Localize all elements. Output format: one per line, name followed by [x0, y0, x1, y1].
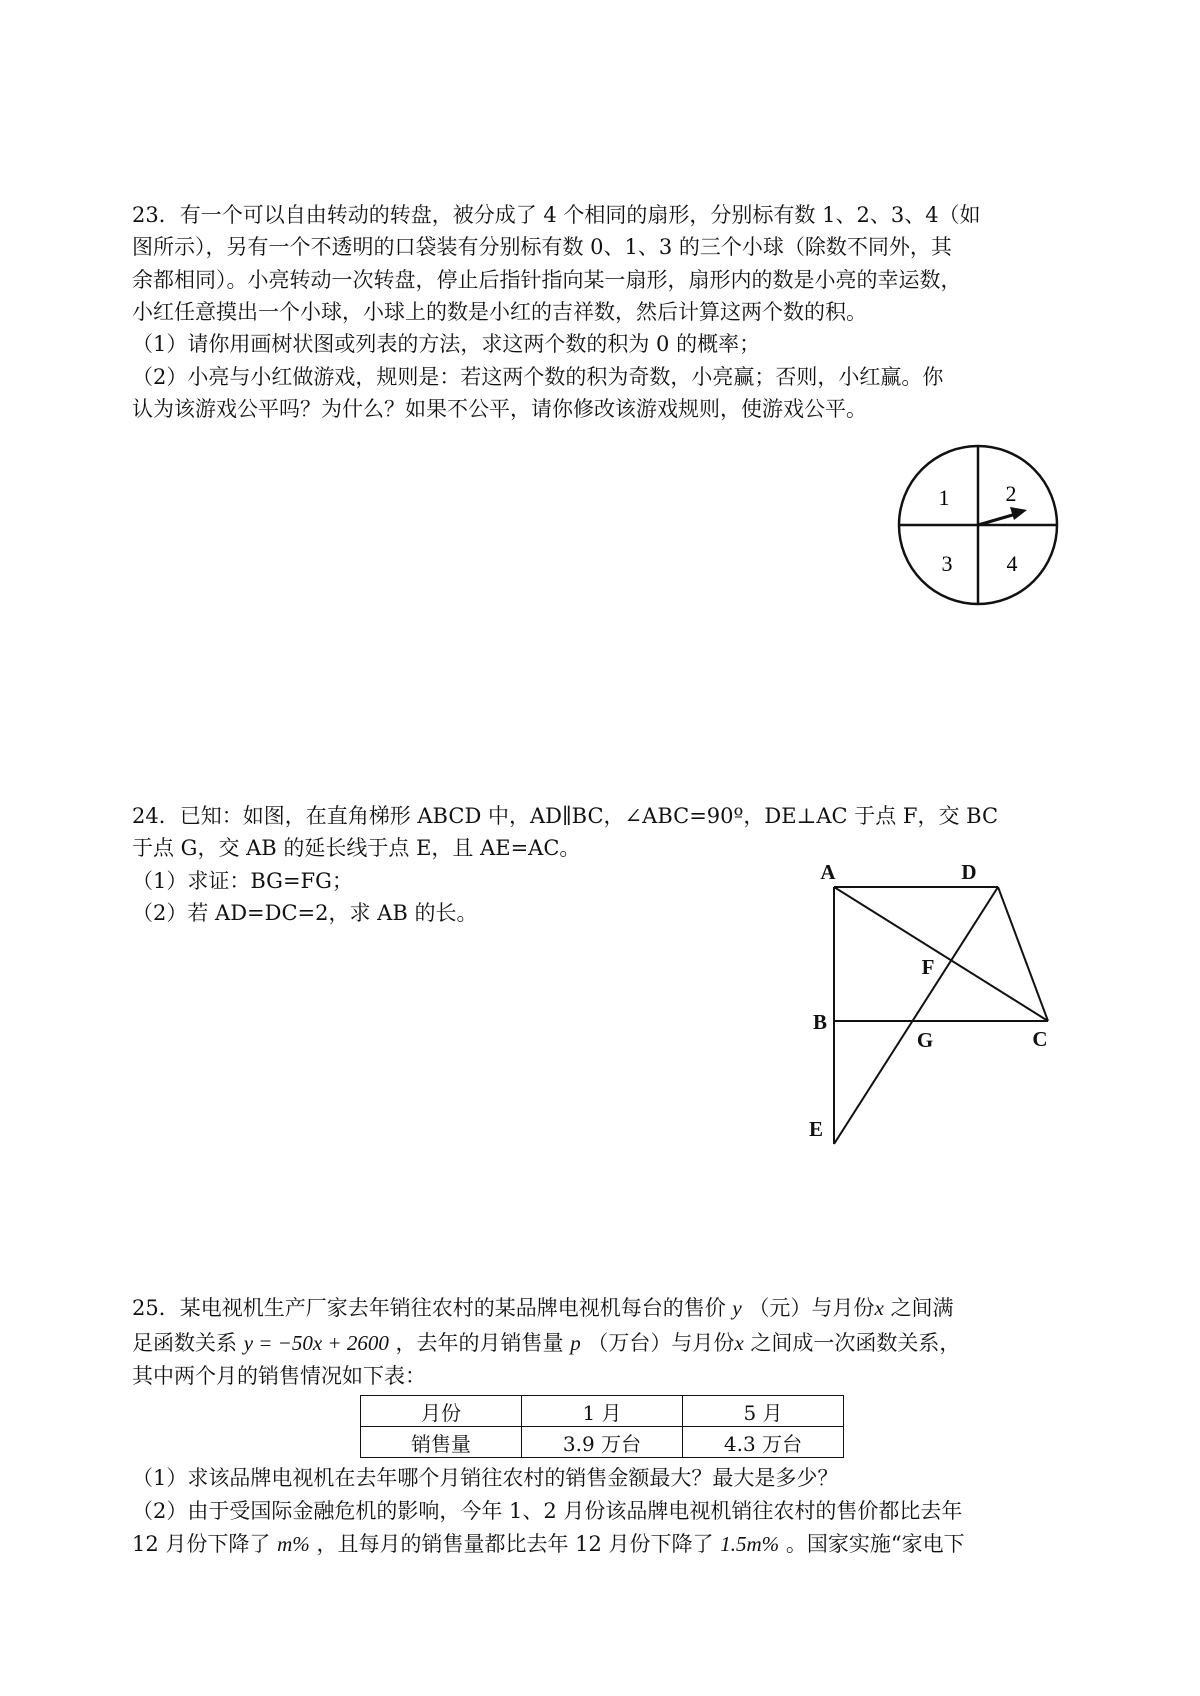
- q25-subq-2-line-2: 12 月份下降了 m% ，且每月的销售量都比去年 12 月份下降了 1.5m% 。国家实施“家电下: [132, 1532, 965, 1556]
- q25-line-2: 足函数关系 y = −50x + 2600 ，去年的月销售量 p （万台）与月份x 之间成一次函数关系，: [132, 1331, 961, 1355]
- point-label-b: B: [812, 1010, 828, 1034]
- table-cell: 3.9 万台: [522, 1427, 683, 1458]
- q23-line-7: 认为该游戏公平吗？为什么？如果不公平，请你修改该游戏规则，使游戏公平。: [132, 397, 867, 421]
- q23-line-3: 余都相同）。小亮转动一次转盘，停止后指针指向某一扇形，扇形内的数是小亮的幸运数，: [132, 268, 962, 292]
- q23-line-1: 23．有一个可以自由转动的转盘，被分成了 4 个相同的扇形，分别标有数 1、2、3、4（如: [132, 203, 981, 227]
- spinner-label-3: 3: [941, 551, 953, 576]
- var-m-percent: m%: [277, 1532, 310, 1556]
- q23-line-4: 小红任意摸出一个小球，小球上的数是小红的吉祥数，然后计算这两个数的积。: [132, 300, 867, 324]
- spinner-label-4: 4: [1006, 551, 1018, 576]
- table-row: [361, 1396, 844, 1427]
- table-cell: 4.3 万台: [683, 1427, 844, 1458]
- var-p: p: [570, 1331, 581, 1355]
- point-label-g: G: [916, 1028, 934, 1052]
- table-cell: 5 月: [683, 1396, 844, 1427]
- q24-line-3: （1）求证：BG=FG；: [132, 869, 353, 893]
- segment-dc: [998, 887, 1048, 1021]
- spinner-pointer-arrowhead: [1010, 507, 1027, 520]
- point-label-e: E: [808, 1117, 824, 1141]
- sales-table: [360, 1395, 844, 1458]
- segment-ac: [834, 887, 1048, 1021]
- q24-line-2: 于点 G，交 AB 的延长线于点 E，且 AE=AC。: [132, 836, 581, 860]
- q25-line-1: 25．某电视机生产厂家去年销往农村的某品牌电视机每台的售价 y （元）与月份x 之间满: [132, 1296, 954, 1320]
- var-x: x: [874, 1296, 884, 1320]
- var-y: y: [732, 1296, 742, 1320]
- spinner-label-2: 2: [1005, 481, 1017, 506]
- q24-line-1: 24．已知：如图，在直角梯形 ABCD 中，AD∥BC，∠ABC=90º，DE⊥AC 于点 F，交 BC: [132, 804, 999, 828]
- segment-de: [834, 887, 998, 1144]
- point-label-c: C: [1032, 1027, 1048, 1051]
- q23-line-5: （1）请你用画树状图或列表的方法，求这两个数的积为 0 的概率；: [132, 332, 761, 356]
- q25-subq-1: （1）求该品牌电视机在去年哪个月销往农村的销售金额最大？最大是多少？: [132, 1466, 839, 1490]
- q25-subq-2-line-1: （2）由于受国际金融危机的影响，今年 1、2 月份该品牌电视机销往农村的售价都比去年: [132, 1499, 963, 1523]
- table-cell: 销售量: [361, 1427, 522, 1458]
- point-label-f: F: [921, 955, 935, 979]
- table-cell: 月份: [361, 1396, 522, 1427]
- q25-line-3: 其中两个月的销售情况如下表：: [132, 1364, 426, 1388]
- spinner-pointer-shaft: [978, 514, 1016, 525]
- table-cell: 1 月: [522, 1396, 683, 1427]
- q23-line-2: 图所示），另有一个不透明的口袋装有分别标有数 0、1、3 的三个小球（除数不同外，其: [132, 235, 952, 259]
- var-x-2: x: [734, 1331, 744, 1355]
- function-formula: y = −50x + 2600: [243, 1331, 389, 1355]
- point-label-d: D: [961, 860, 977, 884]
- spinner-label-1: 1: [938, 485, 950, 510]
- q23-line-6: （2）小亮与小红做游戏，规则是：若这两个数的积为奇数，小亮赢；否则，小红赢。你: [132, 365, 944, 389]
- point-label-a: A: [820, 860, 836, 884]
- spinner-circle: [899, 446, 1057, 604]
- q24-line-4: （2）若 AD=DC=2，求 AB 的长。: [132, 901, 478, 925]
- var-1-5m-percent: 1.5m%: [720, 1532, 780, 1556]
- table-row: [361, 1427, 844, 1458]
